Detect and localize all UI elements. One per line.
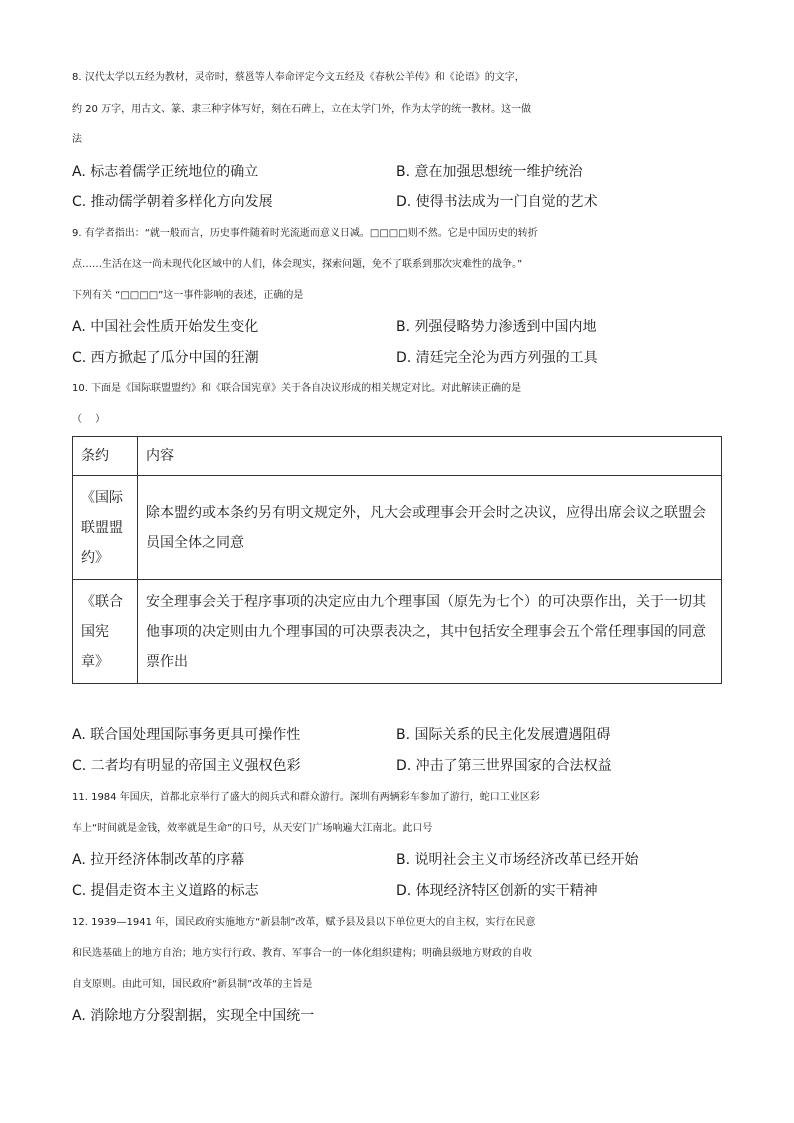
q11-option-d: D. 体现经济特区创新的实干精神: [396, 883, 598, 899]
q12-stem-line-1: 12. 1939—1941 年，国民政府实施地方“新县制”改革，赋予县及县以下单位更大的自主权，实行在民意: [72, 917, 536, 928]
q11-option-b: B. 说明社会主义市场经济改革已经开始: [396, 852, 639, 868]
q8-option-a: A. 标志着儒学正统地位的确立: [72, 164, 259, 180]
table-cell-content: 安全理事会关于程序事项的决定应由九个理事国（原先为七个）的可决票作出，关于一切其他事项的决定则由九个理事国的可决票表决之，其中包括安全理事会五个常任理事国的同意票作出: [138, 580, 722, 684]
q10-option-d: D. 冲击了第三世界国家的合法权益: [396, 758, 612, 774]
table-cell-treaty: 《国际联盟盟约》: [73, 476, 138, 580]
q10-option-b: B. 国际关系的民主化发展遭遇阻碍: [396, 727, 611, 743]
table-row: [73, 580, 722, 684]
q8-option-c: C. 推动儒学朝着多样化方向发展: [72, 194, 273, 210]
q11-stem-line-1: 11. 1984 年国庆，首都北京举行了盛大的阅兵式和群众游行。深圳有两辆彩车参加了游行，蛇口工业区彩: [72, 792, 540, 803]
table-header-row: [73, 437, 722, 476]
q10-option-a: A. 联合国处理国际事务更具可操作性: [72, 727, 301, 743]
q9-stem-line-1: 9. 有学者指出：“就一般而言，历史事件随着时光流逝而意义日减。□□□□则不然。它是中国历史的转折: [72, 228, 538, 239]
table-header-treaty: 条约: [73, 437, 138, 476]
table-cell-content: 除本盟约或本条约另有明文规定外，凡大会或理事会开会时之决议，应得出席会议之联盟会员国全体之同意: [138, 476, 722, 580]
q8-option-b: B. 意在加强思想统一维护统治: [396, 164, 583, 180]
q10-stem-line-1: 10. 下面是《国际联盟盟约》和《联合国宪章》关于各自决议形成的相关规定对比。对此解读正确的是: [72, 383, 522, 394]
q8-stem-line-1: 8. 汉代太学以五经为教材，灵帝时，蔡邕等人奉命评定今文五经及《春秋公羊传》和《论语》的文字，: [72, 72, 525, 83]
q12-stem-line-3: 自支原则。由此可知，国民政府“新县制”改革的主旨是: [72, 979, 313, 990]
q9-option-d: D. 清廷完全沦为西方列强的工具: [396, 350, 598, 366]
q11-option-c: C. 提倡走资本主义道路的标志: [72, 883, 259, 899]
q9-option-b: B. 列强侵略势力渗透到中国内地: [396, 319, 597, 335]
treaty-comparison-table: [72, 436, 722, 684]
q9-stem-line-2: 点……生活在这一尚未现代化区域中的人们，体会现实，探索问题，免不了联系到那次灾难性的战争。”: [72, 259, 523, 270]
q11-option-a: A. 拉开经济体制改革的序幕: [72, 852, 245, 868]
q8-option-d: D. 使得书法成为一门自觉的艺术: [396, 194, 598, 210]
q9-stem-line-3: 下列有关 “□□□□”这一事件影响的表述，正确的是: [72, 290, 304, 301]
q9-option-a: A. 中国社会性质开始发生变化: [72, 319, 259, 335]
q9-option-c: C. 西方掀起了瓜分中国的狂潮: [72, 350, 259, 366]
table-row: [73, 476, 722, 580]
q8-stem-line-2: 约 20 万字，用古文、篆、隶三种字体写好，刻在石碑上，立在太学门外，作为太学的统一教材。这一做: [72, 104, 532, 115]
q10-stem-line-2: （ ）: [72, 414, 106, 425]
q11-stem-line-2: 车上“时间就是金钱，效率就是生命”的口号，从天安门广场响遍大江南北。此口号: [72, 823, 433, 834]
q10-option-c: C. 二者均有明显的帝国主义强权色彩: [72, 758, 301, 774]
table-header-content: 内容: [138, 437, 722, 476]
q12-stem-line-2: 和民选基础上的地方自治；地方实行行政、教育、军事合一的一体化组织建构；明确县级地方财政的自收: [72, 948, 532, 959]
table-cell-treaty: 《联合国宪章》: [73, 580, 138, 684]
q8-stem-line-3: 法: [72, 134, 82, 145]
q12-option-a: A. 消除地方分裂割据，实现全中国统一: [72, 1008, 315, 1024]
